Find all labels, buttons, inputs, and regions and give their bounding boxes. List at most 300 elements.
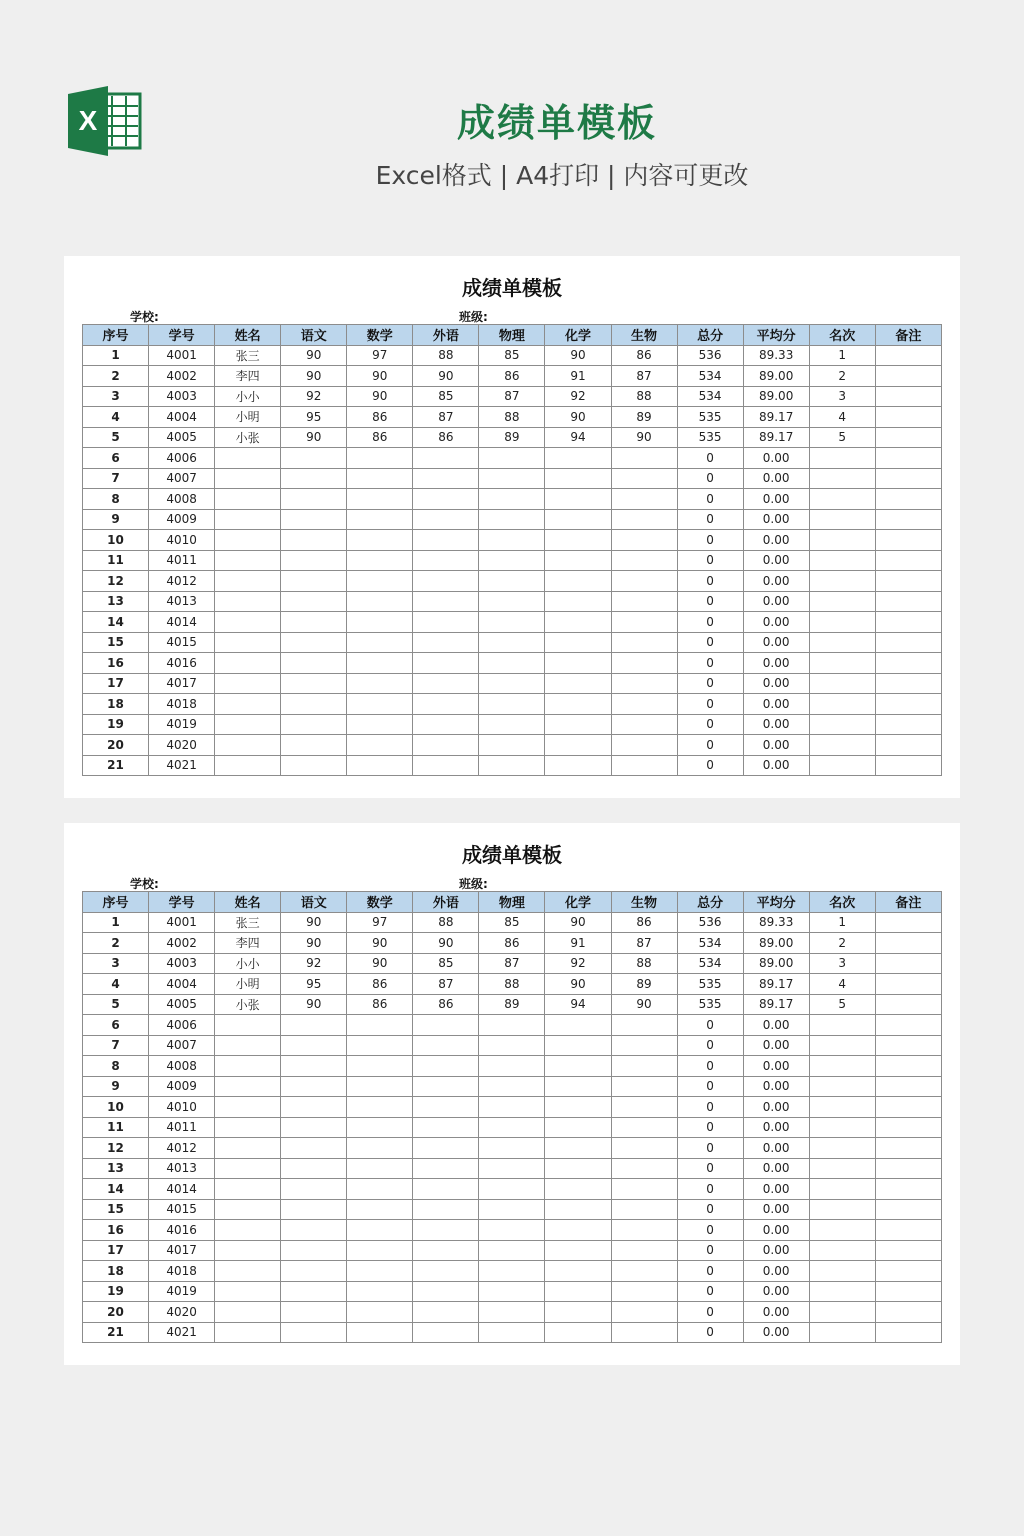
cell-student-id[interactable]: 4002 bbox=[149, 933, 215, 954]
cell-math[interactable] bbox=[347, 1158, 413, 1179]
cell-physics[interactable] bbox=[479, 1035, 545, 1056]
cell-chemistry[interactable] bbox=[545, 1302, 611, 1323]
cell-biology[interactable] bbox=[611, 694, 677, 715]
cell-rank[interactable] bbox=[809, 1240, 875, 1261]
cell-physics[interactable]: 86 bbox=[479, 933, 545, 954]
cell-name[interactable] bbox=[215, 591, 281, 612]
cell-average[interactable]: 89.33 bbox=[743, 912, 809, 933]
cell-total[interactable]: 0 bbox=[677, 1322, 743, 1343]
cell-average[interactable]: 0.00 bbox=[743, 448, 809, 469]
cell-name[interactable] bbox=[215, 735, 281, 756]
cell-biology[interactable]: 86 bbox=[611, 912, 677, 933]
cell-chemistry[interactable] bbox=[545, 694, 611, 715]
cell-remarks[interactable] bbox=[875, 735, 941, 756]
cell-chinese[interactable] bbox=[281, 632, 347, 653]
cell-chemistry[interactable] bbox=[545, 755, 611, 776]
cell-rank[interactable]: 1 bbox=[809, 912, 875, 933]
cell-average[interactable]: 89.17 bbox=[743, 407, 809, 428]
cell-rank[interactable] bbox=[809, 1117, 875, 1138]
cell-chinese[interactable] bbox=[281, 1199, 347, 1220]
cell-name[interactable] bbox=[215, 714, 281, 735]
cell-chinese[interactable]: 90 bbox=[281, 933, 347, 954]
cell-remarks[interactable] bbox=[875, 1158, 941, 1179]
cell-math[interactable]: 90 bbox=[347, 366, 413, 387]
cell-biology[interactable]: 87 bbox=[611, 366, 677, 387]
cell-seq[interactable]: 1 bbox=[83, 912, 149, 933]
cell-chinese[interactable] bbox=[281, 591, 347, 612]
cell-biology[interactable] bbox=[611, 632, 677, 653]
cell-remarks[interactable] bbox=[875, 345, 941, 366]
cell-foreign-lang[interactable] bbox=[413, 468, 479, 489]
cell-foreign-lang[interactable]: 85 bbox=[413, 953, 479, 974]
cell-name[interactable] bbox=[215, 448, 281, 469]
cell-chemistry[interactable] bbox=[545, 1158, 611, 1179]
cell-biology[interactable] bbox=[611, 1076, 677, 1097]
cell-seq[interactable]: 1 bbox=[83, 345, 149, 366]
cell-seq[interactable]: 4 bbox=[83, 974, 149, 995]
cell-remarks[interactable] bbox=[875, 653, 941, 674]
cell-total[interactable]: 0 bbox=[677, 1035, 743, 1056]
cell-seq[interactable]: 18 bbox=[83, 1261, 149, 1282]
cell-average[interactable]: 0.00 bbox=[743, 1322, 809, 1343]
cell-average[interactable]: 0.00 bbox=[743, 1056, 809, 1077]
cell-foreign-lang[interactable] bbox=[413, 1076, 479, 1097]
cell-foreign-lang[interactable] bbox=[413, 489, 479, 510]
cell-student-id[interactable]: 4015 bbox=[149, 632, 215, 653]
cell-foreign-lang[interactable]: 87 bbox=[413, 407, 479, 428]
cell-physics[interactable]: 87 bbox=[479, 953, 545, 974]
cell-biology[interactable] bbox=[611, 550, 677, 571]
cell-total[interactable]: 0 bbox=[677, 1179, 743, 1200]
cell-average[interactable]: 89.00 bbox=[743, 933, 809, 954]
cell-biology[interactable]: 90 bbox=[611, 994, 677, 1015]
cell-name[interactable]: 小明 bbox=[215, 974, 281, 995]
cell-average[interactable]: 0.00 bbox=[743, 1199, 809, 1220]
cell-chinese[interactable]: 92 bbox=[281, 386, 347, 407]
cell-chemistry[interactable] bbox=[545, 489, 611, 510]
cell-chinese[interactable]: 90 bbox=[281, 345, 347, 366]
cell-physics[interactable] bbox=[479, 1322, 545, 1343]
cell-biology[interactable] bbox=[611, 1179, 677, 1200]
cell-chinese[interactable] bbox=[281, 1097, 347, 1118]
cell-rank[interactable] bbox=[809, 653, 875, 674]
cell-total[interactable]: 535 bbox=[677, 974, 743, 995]
cell-student-id[interactable]: 4012 bbox=[149, 571, 215, 592]
cell-rank[interactable] bbox=[809, 1199, 875, 1220]
cell-physics[interactable] bbox=[479, 694, 545, 715]
cell-student-id[interactable]: 4021 bbox=[149, 1322, 215, 1343]
cell-math[interactable] bbox=[347, 530, 413, 551]
cell-chinese[interactable]: 95 bbox=[281, 407, 347, 428]
cell-total[interactable]: 0 bbox=[677, 694, 743, 715]
cell-biology[interactable]: 90 bbox=[611, 427, 677, 448]
cell-rank[interactable] bbox=[809, 1322, 875, 1343]
cell-biology[interactable] bbox=[611, 1302, 677, 1323]
cell-student-id[interactable]: 4008 bbox=[149, 1056, 215, 1077]
cell-seq[interactable]: 14 bbox=[83, 612, 149, 633]
cell-rank[interactable] bbox=[809, 714, 875, 735]
cell-average[interactable]: 0.00 bbox=[743, 1261, 809, 1282]
cell-remarks[interactable] bbox=[875, 1015, 941, 1036]
cell-foreign-lang[interactable] bbox=[413, 694, 479, 715]
cell-biology[interactable] bbox=[611, 571, 677, 592]
cell-rank[interactable] bbox=[809, 1076, 875, 1097]
cell-rank[interactable]: 5 bbox=[809, 994, 875, 1015]
cell-name[interactable] bbox=[215, 489, 281, 510]
cell-chinese[interactable] bbox=[281, 1035, 347, 1056]
cell-math[interactable]: 86 bbox=[347, 427, 413, 448]
cell-biology[interactable] bbox=[611, 509, 677, 530]
cell-biology[interactable] bbox=[611, 1240, 677, 1261]
cell-average[interactable]: 89.00 bbox=[743, 953, 809, 974]
cell-chinese[interactable] bbox=[281, 1322, 347, 1343]
cell-seq[interactable]: 7 bbox=[83, 1035, 149, 1056]
cell-total[interactable]: 0 bbox=[677, 612, 743, 633]
cell-chinese[interactable] bbox=[281, 694, 347, 715]
cell-foreign-lang[interactable] bbox=[413, 1015, 479, 1036]
cell-name[interactable] bbox=[215, 612, 281, 633]
cell-total[interactable]: 0 bbox=[677, 1240, 743, 1261]
cell-average[interactable]: 0.00 bbox=[743, 1097, 809, 1118]
cell-seq[interactable]: 21 bbox=[83, 755, 149, 776]
cell-physics[interactable] bbox=[479, 1076, 545, 1097]
cell-remarks[interactable] bbox=[875, 550, 941, 571]
cell-rank[interactable] bbox=[809, 509, 875, 530]
cell-remarks[interactable] bbox=[875, 1117, 941, 1138]
cell-student-id[interactable]: 4001 bbox=[149, 345, 215, 366]
cell-total[interactable]: 0 bbox=[677, 1138, 743, 1159]
cell-total[interactable]: 534 bbox=[677, 366, 743, 387]
cell-student-id[interactable]: 4019 bbox=[149, 1281, 215, 1302]
cell-average[interactable]: 0.00 bbox=[743, 1035, 809, 1056]
cell-name[interactable] bbox=[215, 1015, 281, 1036]
cell-name[interactable] bbox=[215, 1035, 281, 1056]
cell-name[interactable] bbox=[215, 509, 281, 530]
cell-physics[interactable]: 89 bbox=[479, 994, 545, 1015]
cell-seq[interactable]: 16 bbox=[83, 1220, 149, 1241]
cell-seq[interactable]: 19 bbox=[83, 714, 149, 735]
cell-rank[interactable] bbox=[809, 1097, 875, 1118]
cell-foreign-lang[interactable] bbox=[413, 1035, 479, 1056]
cell-seq[interactable]: 6 bbox=[83, 1015, 149, 1036]
cell-rank[interactable] bbox=[809, 1158, 875, 1179]
cell-chinese[interactable] bbox=[281, 530, 347, 551]
cell-chemistry[interactable] bbox=[545, 591, 611, 612]
cell-math[interactable]: 97 bbox=[347, 345, 413, 366]
cell-student-id[interactable]: 4011 bbox=[149, 550, 215, 571]
cell-chinese[interactable]: 90 bbox=[281, 994, 347, 1015]
cell-remarks[interactable] bbox=[875, 1302, 941, 1323]
cell-physics[interactable] bbox=[479, 1015, 545, 1036]
cell-total[interactable]: 0 bbox=[677, 489, 743, 510]
cell-chemistry[interactable] bbox=[545, 1240, 611, 1261]
cell-physics[interactable]: 85 bbox=[479, 912, 545, 933]
cell-remarks[interactable] bbox=[875, 386, 941, 407]
cell-seq[interactable]: 20 bbox=[83, 1302, 149, 1323]
cell-remarks[interactable] bbox=[875, 694, 941, 715]
cell-physics[interactable] bbox=[479, 530, 545, 551]
cell-math[interactable] bbox=[347, 694, 413, 715]
cell-total[interactable]: 0 bbox=[677, 550, 743, 571]
cell-total[interactable]: 536 bbox=[677, 345, 743, 366]
cell-student-id[interactable]: 4019 bbox=[149, 714, 215, 735]
cell-chinese[interactable] bbox=[281, 1240, 347, 1261]
cell-seq[interactable]: 13 bbox=[83, 591, 149, 612]
cell-total[interactable]: 0 bbox=[677, 1076, 743, 1097]
cell-foreign-lang[interactable] bbox=[413, 735, 479, 756]
cell-student-id[interactable]: 4020 bbox=[149, 735, 215, 756]
cell-remarks[interactable] bbox=[875, 1220, 941, 1241]
cell-biology[interactable] bbox=[611, 1138, 677, 1159]
cell-math[interactable] bbox=[347, 1138, 413, 1159]
cell-chemistry[interactable] bbox=[545, 509, 611, 530]
cell-remarks[interactable] bbox=[875, 1035, 941, 1056]
cell-foreign-lang[interactable] bbox=[413, 755, 479, 776]
cell-average[interactable]: 0.00 bbox=[743, 1220, 809, 1241]
cell-math[interactable] bbox=[347, 1220, 413, 1241]
cell-seq[interactable]: 9 bbox=[83, 509, 149, 530]
cell-remarks[interactable] bbox=[875, 448, 941, 469]
cell-biology[interactable] bbox=[611, 653, 677, 674]
cell-chinese[interactable] bbox=[281, 1261, 347, 1282]
cell-biology[interactable] bbox=[611, 735, 677, 756]
cell-seq[interactable]: 17 bbox=[83, 673, 149, 694]
cell-rank[interactable] bbox=[809, 755, 875, 776]
cell-name[interactable] bbox=[215, 1056, 281, 1077]
cell-seq[interactable]: 12 bbox=[83, 1138, 149, 1159]
cell-seq[interactable]: 20 bbox=[83, 735, 149, 756]
cell-foreign-lang[interactable] bbox=[413, 1179, 479, 1200]
cell-seq[interactable]: 8 bbox=[83, 1056, 149, 1077]
cell-biology[interactable] bbox=[611, 612, 677, 633]
cell-total[interactable]: 0 bbox=[677, 448, 743, 469]
cell-remarks[interactable] bbox=[875, 591, 941, 612]
cell-student-id[interactable]: 4003 bbox=[149, 953, 215, 974]
cell-biology[interactable] bbox=[611, 530, 677, 551]
cell-average[interactable]: 89.00 bbox=[743, 386, 809, 407]
cell-average[interactable]: 0.00 bbox=[743, 694, 809, 715]
cell-chemistry[interactable]: 92 bbox=[545, 386, 611, 407]
cell-seq[interactable]: 17 bbox=[83, 1240, 149, 1261]
cell-seq[interactable]: 9 bbox=[83, 1076, 149, 1097]
cell-chinese[interactable]: 90 bbox=[281, 427, 347, 448]
cell-biology[interactable] bbox=[611, 1056, 677, 1077]
cell-physics[interactable] bbox=[479, 1302, 545, 1323]
cell-chemistry[interactable] bbox=[545, 1117, 611, 1138]
cell-foreign-lang[interactable]: 88 bbox=[413, 345, 479, 366]
cell-chinese[interactable] bbox=[281, 448, 347, 469]
cell-chinese[interactable] bbox=[281, 1015, 347, 1036]
cell-foreign-lang[interactable] bbox=[413, 1302, 479, 1323]
cell-total[interactable]: 0 bbox=[677, 1117, 743, 1138]
cell-foreign-lang[interactable] bbox=[413, 550, 479, 571]
cell-total[interactable]: 534 bbox=[677, 386, 743, 407]
cell-foreign-lang[interactable] bbox=[413, 1281, 479, 1302]
cell-chinese[interactable] bbox=[281, 1138, 347, 1159]
cell-remarks[interactable] bbox=[875, 530, 941, 551]
cell-foreign-lang[interactable]: 86 bbox=[413, 427, 479, 448]
cell-remarks[interactable] bbox=[875, 1261, 941, 1282]
cell-math[interactable] bbox=[347, 1281, 413, 1302]
cell-remarks[interactable] bbox=[875, 994, 941, 1015]
cell-rank[interactable] bbox=[809, 448, 875, 469]
cell-seq[interactable]: 2 bbox=[83, 366, 149, 387]
cell-math[interactable]: 90 bbox=[347, 933, 413, 954]
cell-seq[interactable]: 19 bbox=[83, 1281, 149, 1302]
cell-rank[interactable]: 3 bbox=[809, 386, 875, 407]
cell-physics[interactable] bbox=[479, 1117, 545, 1138]
cell-name[interactable] bbox=[215, 1261, 281, 1282]
cell-physics[interactable] bbox=[479, 1097, 545, 1118]
cell-student-id[interactable]: 4012 bbox=[149, 1138, 215, 1159]
cell-student-id[interactable]: 4015 bbox=[149, 1199, 215, 1220]
cell-physics[interactable] bbox=[479, 509, 545, 530]
cell-total[interactable]: 0 bbox=[677, 1097, 743, 1118]
cell-remarks[interactable] bbox=[875, 632, 941, 653]
cell-seq[interactable]: 10 bbox=[83, 1097, 149, 1118]
cell-rank[interactable]: 2 bbox=[809, 933, 875, 954]
cell-seq[interactable]: 3 bbox=[83, 953, 149, 974]
cell-math[interactable]: 86 bbox=[347, 407, 413, 428]
cell-physics[interactable] bbox=[479, 1240, 545, 1261]
cell-rank[interactable] bbox=[809, 468, 875, 489]
cell-physics[interactable] bbox=[479, 714, 545, 735]
cell-chinese[interactable]: 95 bbox=[281, 974, 347, 995]
cell-name[interactable] bbox=[215, 694, 281, 715]
cell-average[interactable]: 0.00 bbox=[743, 468, 809, 489]
cell-average[interactable]: 0.00 bbox=[743, 1281, 809, 1302]
cell-remarks[interactable] bbox=[875, 571, 941, 592]
cell-remarks[interactable] bbox=[875, 1199, 941, 1220]
cell-chemistry[interactable] bbox=[545, 550, 611, 571]
cell-math[interactable] bbox=[347, 1097, 413, 1118]
cell-name[interactable]: 小张 bbox=[215, 427, 281, 448]
cell-physics[interactable]: 89 bbox=[479, 427, 545, 448]
cell-name[interactable] bbox=[215, 653, 281, 674]
cell-biology[interactable] bbox=[611, 1261, 677, 1282]
cell-foreign-lang[interactable]: 85 bbox=[413, 386, 479, 407]
cell-foreign-lang[interactable]: 86 bbox=[413, 994, 479, 1015]
cell-foreign-lang[interactable]: 88 bbox=[413, 912, 479, 933]
cell-student-id[interactable]: 4011 bbox=[149, 1117, 215, 1138]
cell-total[interactable]: 0 bbox=[677, 571, 743, 592]
cell-chemistry[interactable] bbox=[545, 1322, 611, 1343]
cell-rank[interactable]: 5 bbox=[809, 427, 875, 448]
cell-chinese[interactable] bbox=[281, 1179, 347, 1200]
cell-remarks[interactable] bbox=[875, 1138, 941, 1159]
cell-total[interactable]: 535 bbox=[677, 427, 743, 448]
cell-remarks[interactable] bbox=[875, 933, 941, 954]
cell-seq[interactable]: 15 bbox=[83, 632, 149, 653]
cell-biology[interactable] bbox=[611, 1035, 677, 1056]
cell-biology[interactable] bbox=[611, 1220, 677, 1241]
cell-average[interactable]: 0.00 bbox=[743, 653, 809, 674]
cell-physics[interactable] bbox=[479, 735, 545, 756]
cell-total[interactable]: 535 bbox=[677, 994, 743, 1015]
cell-chemistry[interactable]: 94 bbox=[545, 994, 611, 1015]
cell-chinese[interactable] bbox=[281, 1076, 347, 1097]
cell-chemistry[interactable] bbox=[545, 1138, 611, 1159]
cell-name[interactable] bbox=[215, 1158, 281, 1179]
cell-remarks[interactable] bbox=[875, 912, 941, 933]
cell-name[interactable] bbox=[215, 550, 281, 571]
cell-average[interactable]: 89.33 bbox=[743, 345, 809, 366]
cell-remarks[interactable] bbox=[875, 1240, 941, 1261]
cell-student-id[interactable]: 4005 bbox=[149, 994, 215, 1015]
cell-chemistry[interactable] bbox=[545, 1015, 611, 1036]
cell-chinese[interactable] bbox=[281, 1281, 347, 1302]
cell-rank[interactable] bbox=[809, 571, 875, 592]
cell-foreign-lang[interactable] bbox=[413, 1138, 479, 1159]
cell-total[interactable]: 0 bbox=[677, 1199, 743, 1220]
cell-physics[interactable] bbox=[479, 632, 545, 653]
cell-rank[interactable] bbox=[809, 1261, 875, 1282]
cell-name[interactable] bbox=[215, 755, 281, 776]
cell-rank[interactable] bbox=[809, 1035, 875, 1056]
cell-seq[interactable]: 5 bbox=[83, 994, 149, 1015]
cell-biology[interactable] bbox=[611, 468, 677, 489]
cell-total[interactable]: 0 bbox=[677, 1015, 743, 1036]
cell-physics[interactable] bbox=[479, 1138, 545, 1159]
cell-rank[interactable]: 4 bbox=[809, 974, 875, 995]
cell-biology[interactable]: 88 bbox=[611, 386, 677, 407]
cell-math[interactable] bbox=[347, 1076, 413, 1097]
cell-foreign-lang[interactable] bbox=[413, 632, 479, 653]
cell-average[interactable]: 0.00 bbox=[743, 509, 809, 530]
cell-chemistry[interactable]: 91 bbox=[545, 366, 611, 387]
cell-foreign-lang[interactable] bbox=[413, 1199, 479, 1220]
cell-total[interactable]: 0 bbox=[677, 1158, 743, 1179]
cell-total[interactable]: 0 bbox=[677, 1261, 743, 1282]
cell-foreign-lang[interactable] bbox=[413, 509, 479, 530]
cell-chinese[interactable] bbox=[281, 571, 347, 592]
cell-name[interactable] bbox=[215, 1117, 281, 1138]
cell-seq[interactable]: 3 bbox=[83, 386, 149, 407]
cell-chemistry[interactable] bbox=[545, 468, 611, 489]
cell-student-id[interactable]: 4017 bbox=[149, 673, 215, 694]
cell-chemistry[interactable]: 92 bbox=[545, 953, 611, 974]
cell-average[interactable]: 0.00 bbox=[743, 673, 809, 694]
cell-total[interactable]: 0 bbox=[677, 632, 743, 653]
cell-math[interactable] bbox=[347, 632, 413, 653]
cell-rank[interactable] bbox=[809, 550, 875, 571]
cell-student-id[interactable]: 4001 bbox=[149, 912, 215, 933]
cell-foreign-lang[interactable] bbox=[413, 1322, 479, 1343]
cell-physics[interactable] bbox=[479, 1056, 545, 1077]
cell-foreign-lang[interactable] bbox=[413, 1117, 479, 1138]
cell-name[interactable] bbox=[215, 530, 281, 551]
cell-physics[interactable] bbox=[479, 1281, 545, 1302]
cell-total[interactable]: 0 bbox=[677, 591, 743, 612]
cell-student-id[interactable]: 4018 bbox=[149, 1261, 215, 1282]
cell-average[interactable]: 0.00 bbox=[743, 571, 809, 592]
cell-physics[interactable] bbox=[479, 489, 545, 510]
cell-remarks[interactable] bbox=[875, 612, 941, 633]
cell-remarks[interactable] bbox=[875, 755, 941, 776]
cell-average[interactable]: 0.00 bbox=[743, 714, 809, 735]
cell-chinese[interactable] bbox=[281, 1302, 347, 1323]
cell-physics[interactable] bbox=[479, 468, 545, 489]
cell-chemistry[interactable] bbox=[545, 1199, 611, 1220]
cell-math[interactable] bbox=[347, 1302, 413, 1323]
cell-student-id[interactable]: 4005 bbox=[149, 427, 215, 448]
cell-math[interactable] bbox=[347, 1035, 413, 1056]
cell-biology[interactable] bbox=[611, 1281, 677, 1302]
cell-total[interactable]: 0 bbox=[677, 509, 743, 530]
cell-physics[interactable] bbox=[479, 1158, 545, 1179]
cell-foreign-lang[interactable] bbox=[413, 612, 479, 633]
cell-physics[interactable] bbox=[479, 1199, 545, 1220]
